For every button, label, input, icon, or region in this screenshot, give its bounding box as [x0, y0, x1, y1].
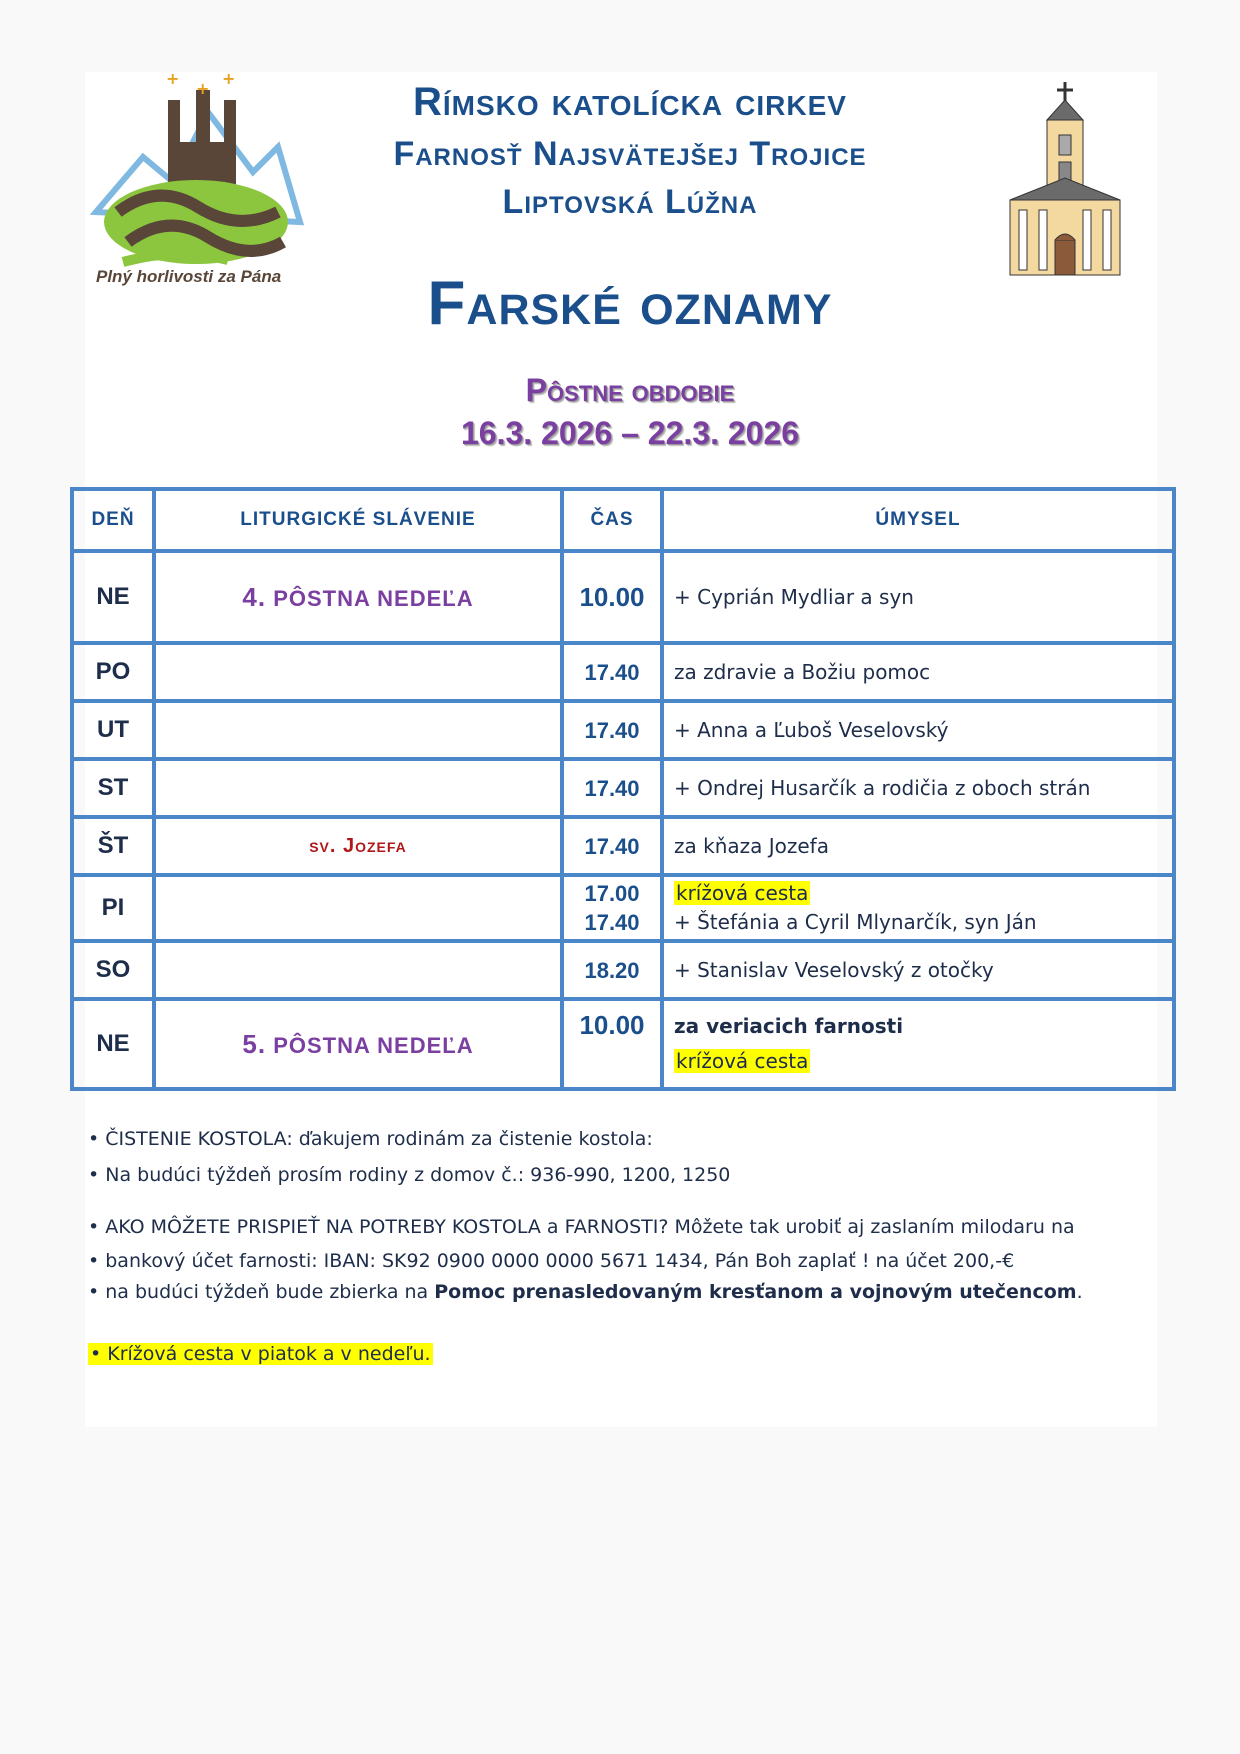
church-icon	[1005, 80, 1125, 280]
note-bank-account: • bankový účet farnosti: IBAN: SK92 0900 0000 0000 5671 1434, Pán Boh zaplať ! na účet 200,-€	[88, 1250, 1015, 1272]
parish-logo	[88, 72, 308, 292]
day-cell: UT	[72, 701, 154, 759]
svg-text:+: +	[222, 72, 236, 88]
liturgy-cell	[154, 759, 562, 817]
time-cell: 17.40	[562, 643, 662, 701]
table-row	[72, 759, 1174, 817]
page-title: Farské oznamy	[427, 269, 833, 338]
sunday-label: PÔSTNA NEDEĽA	[273, 585, 474, 611]
time-cell: 17.40	[562, 759, 662, 817]
sunday-label: PÔSTNA NEDEĽA	[273, 1032, 474, 1058]
intention-text: za veriacich farnosti	[674, 1014, 904, 1038]
day-cell: NE	[72, 551, 154, 643]
liturgy-cell	[154, 875, 562, 941]
day-cell: ST	[72, 759, 154, 817]
sunday-number: 4.	[242, 581, 267, 612]
schedule-table	[70, 487, 1176, 1091]
time-cell	[562, 875, 662, 941]
intention-cell: + Cyprián Mydliar a syn	[662, 551, 1174, 643]
header-liturgy: LITURGICKÉ SLÁVENIE	[154, 489, 562, 551]
note-cleaning: • ČISTENIE KOSTOLA: ďakujem rodinám za čistenie kostola:	[88, 1128, 653, 1150]
intention-cell	[662, 999, 1174, 1089]
time-value: 17.00	[584, 881, 640, 906]
header	[0, 0, 1240, 470]
day-cell: PO	[72, 643, 154, 701]
intention-cell: + Anna a Ľuboš Veselovský	[662, 701, 1174, 759]
intention-cell	[662, 875, 1174, 941]
day-cell: SO	[72, 941, 154, 999]
note-stations: • Krížová cesta v piatok a v nedeľu.	[90, 1343, 431, 1365]
liturgy-cell	[154, 941, 562, 999]
intention-cell: za kňaza Jozefa	[662, 817, 1174, 875]
date-range: 16.3. 2026 – 22.3. 2026	[460, 415, 800, 451]
sunday-number: 5.	[242, 1028, 267, 1059]
day-cell: NE	[72, 999, 154, 1089]
svg-text:+: +	[196, 79, 210, 98]
liturgy-cell	[154, 551, 562, 643]
church-name: Rímsko katolícka cirkev	[413, 80, 847, 124]
time-value: 17.40	[584, 910, 640, 935]
time-cell: 10.00	[562, 999, 662, 1089]
table-row	[72, 551, 1174, 643]
time-cell: 10.00	[562, 551, 662, 643]
table-row	[72, 817, 1174, 875]
table-row	[72, 999, 1174, 1089]
liturgy-cell	[154, 701, 562, 759]
note-collection: • na budúci týždeň bude zbierka na Pomoc prenasledovaným kresťanom a vojnovým utečencom.	[88, 1281, 1083, 1303]
table-row	[72, 701, 1174, 759]
header-day: DEŇ	[72, 489, 154, 551]
day-cell: ŠT	[72, 817, 154, 875]
season-title: Pôstne obdobie	[525, 372, 735, 408]
liturgy-cell	[154, 817, 562, 875]
parish-name: Farnosť Najsvätejšej Trojice	[393, 135, 867, 173]
time-cell: 17.40	[562, 817, 662, 875]
table-row	[72, 643, 1174, 701]
intention-cell: + Ondrej Husarčík a rodičia z oboch strán	[662, 759, 1174, 817]
note-donation: • AKO MÔŽETE PRISPIEŤ NA POTREBY KOSTOLA a FARNOSTI? Môžete tak urobiť aj zaslaním milodaru na	[88, 1216, 1075, 1238]
svg-text:+: +	[166, 72, 180, 88]
liturgy-cell	[154, 643, 562, 701]
time-cell: 17.40	[562, 701, 662, 759]
time-cell: 18.20	[562, 941, 662, 999]
day-cell: PI	[72, 875, 154, 941]
intention-cell: za zdravie a Božiu pomoc	[662, 643, 1174, 701]
saint-feast: sv. Jozefa	[309, 834, 407, 857]
stations-of-cross: krížová cesta	[676, 881, 809, 905]
stations-of-cross: krížová cesta	[676, 1049, 809, 1073]
liturgy-cell	[154, 999, 562, 1089]
table-row	[72, 875, 1174, 941]
header-intention: ÚMYSEL	[662, 489, 1174, 551]
note-families: • Na budúci týždeň prosím rodiny z domov č.: 936-990, 1200, 1250	[88, 1164, 731, 1186]
header-time: ČAS	[562, 489, 662, 551]
svg-text:Plný horlivosti za Pána: Plný horlivosti za Pána	[96, 267, 282, 286]
intention-cell: + Stanislav Veselovský z otočky	[662, 941, 1174, 999]
table-row	[72, 941, 1174, 999]
village-name: Liptovská Lúžna	[502, 183, 758, 221]
intention-text: + Štefánia a Cyril Mlynarčík, syn Ján	[674, 910, 1037, 934]
table-header-row	[72, 489, 1174, 551]
